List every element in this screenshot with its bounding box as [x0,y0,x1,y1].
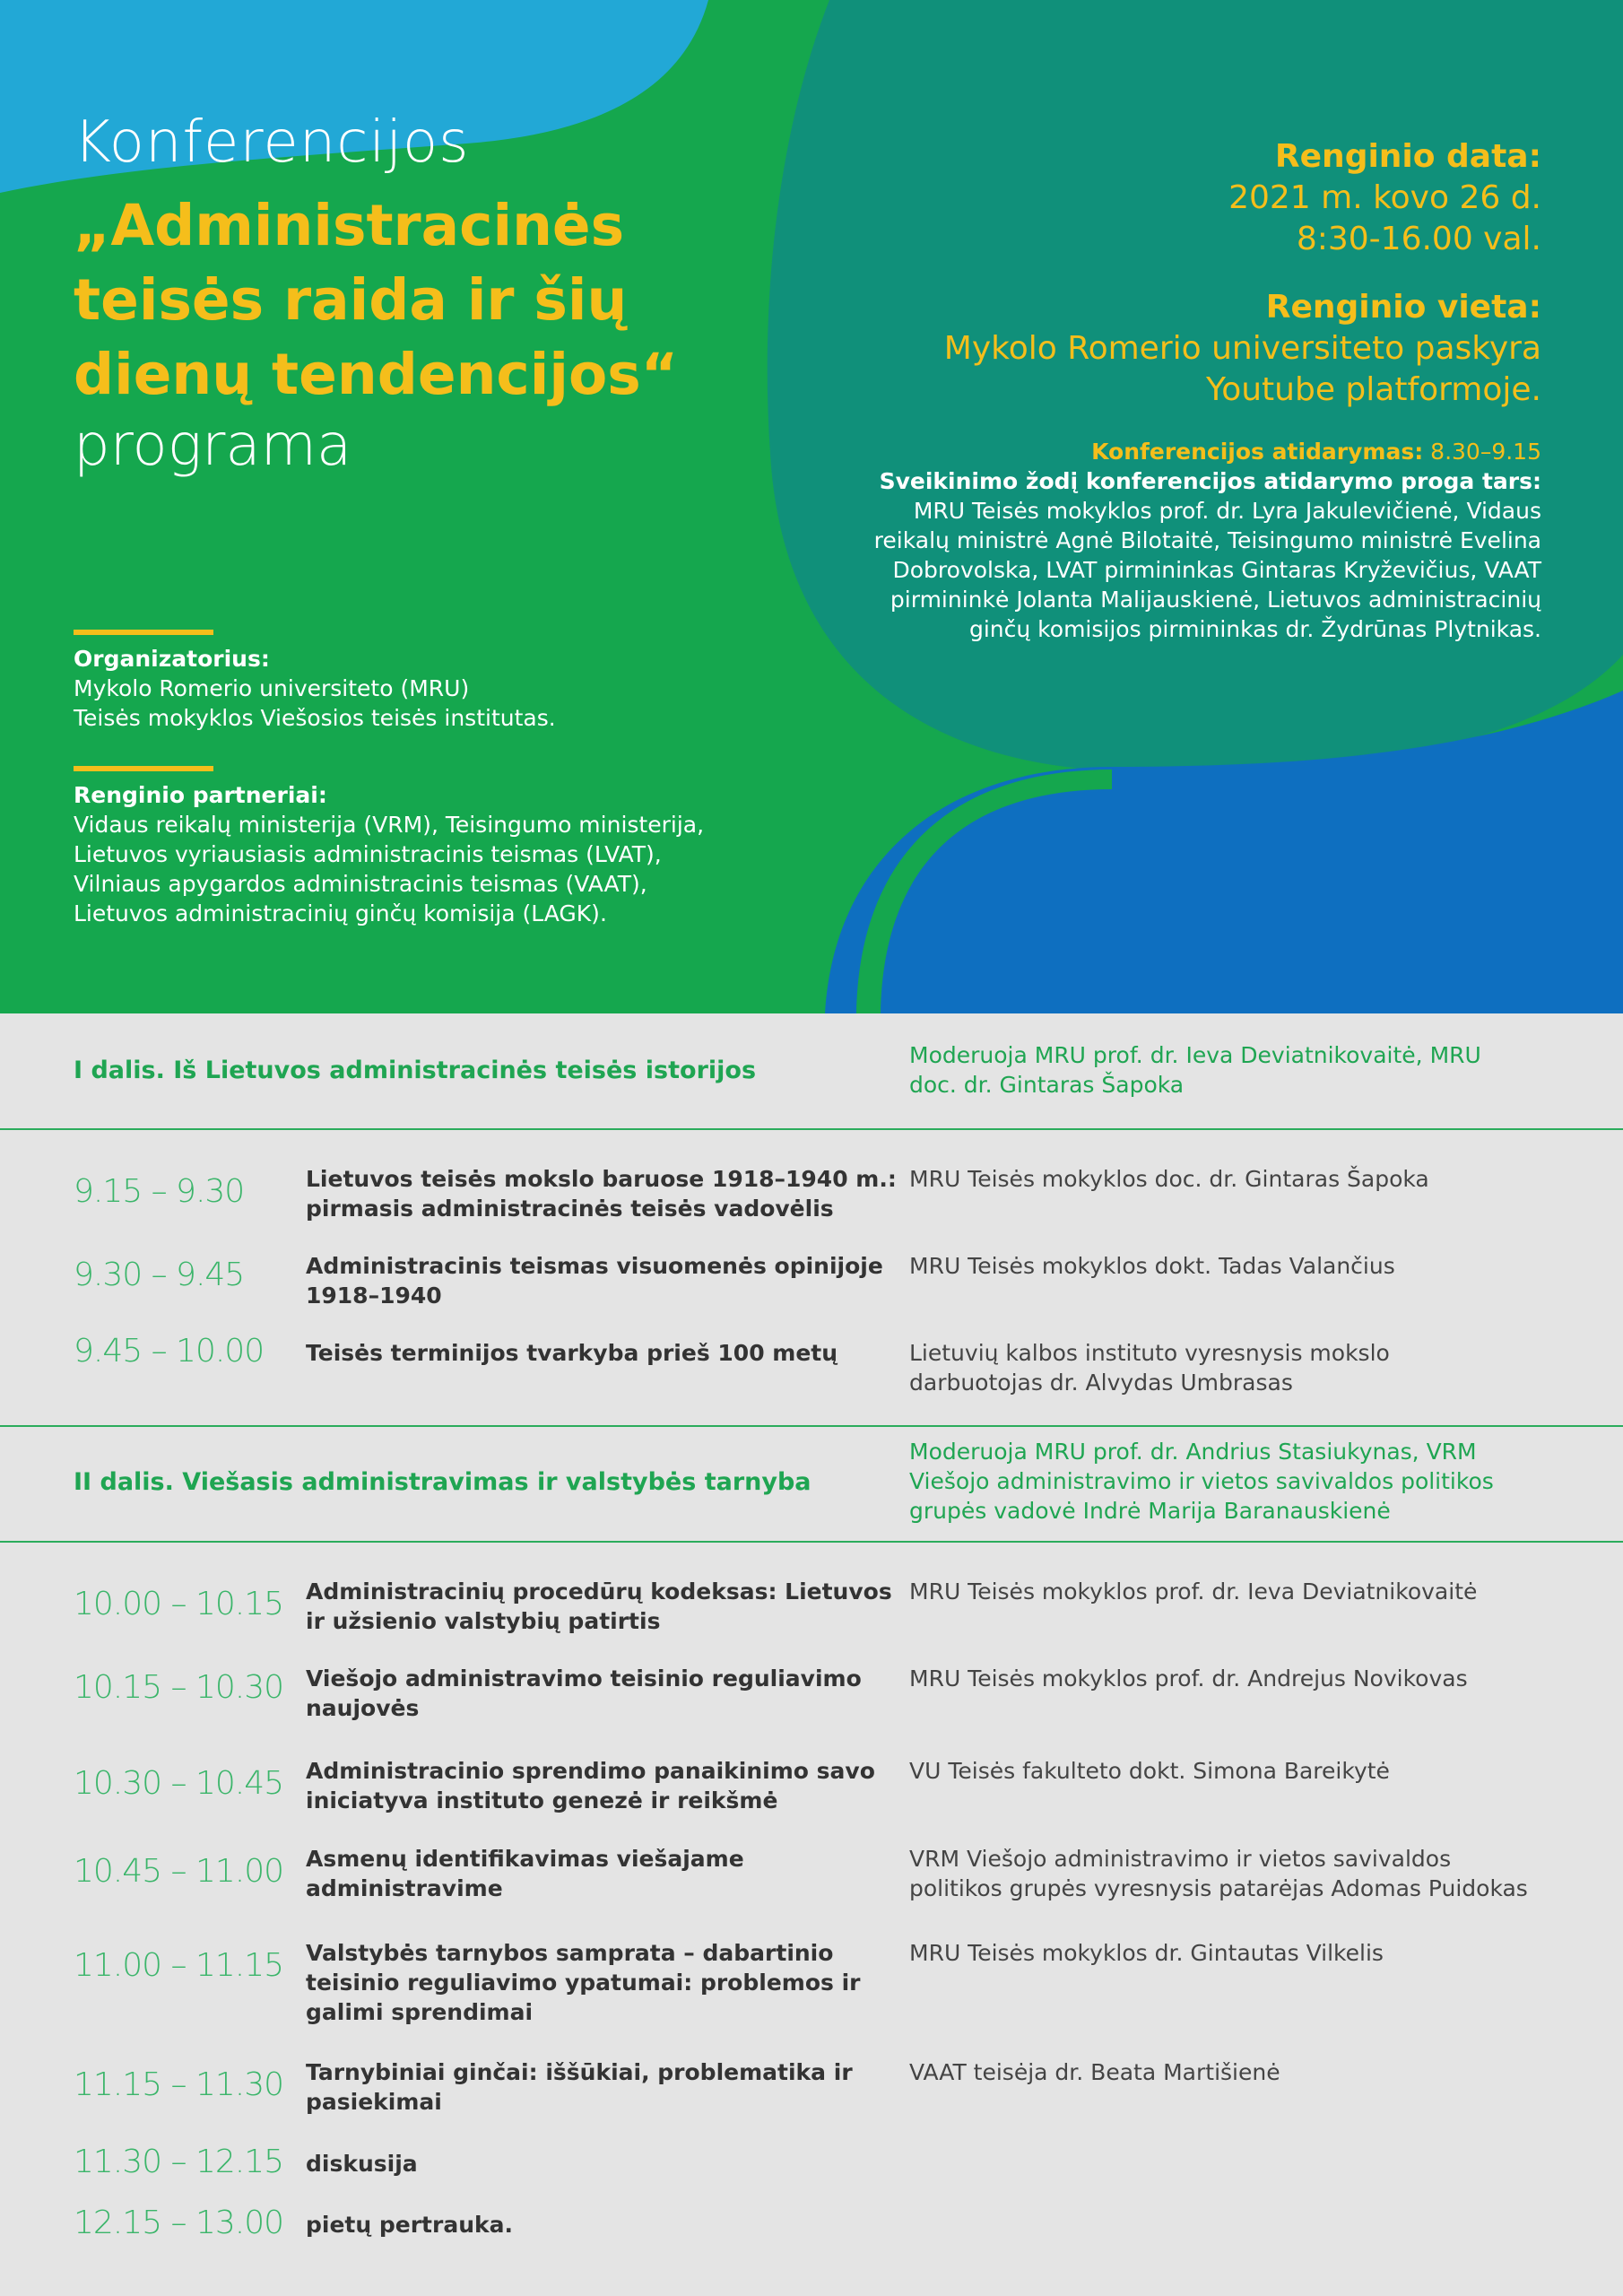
topic-line: galimi sprendimai [306,1999,534,2025]
event-date-block [1228,136,1541,260]
time-value: 8:30-16.00 val. [1296,221,1541,257]
opening-block [874,437,1541,644]
partners-label: Renginio partneriai: [74,782,327,808]
speaker-line: politikos grupės vyresnysis patarėjas Adomas Puidokas [909,1875,1528,1901]
row-topic [306,1338,880,1368]
speaker-line: MRU Teisės mokyklos dr. Gintautas Vilkelis [909,1940,1384,1966]
organizer-label: Organizatorius: [74,646,270,672]
speaker-line: Lietuvių kalbos instituto vyresnysis mokslo [909,1340,1390,1366]
organizer-divider [74,630,213,635]
speaker-line: VAAT teisėja dr. Beata Martišienė [909,2059,1280,2085]
title-line: „Administracinės [74,193,625,258]
row-topic [306,1251,883,1310]
row-topic [306,1577,892,1636]
greeting-label: Sveikinimo žodį konferencijos atidarymo proga tars: [879,468,1541,494]
section-divider [0,1425,1623,1427]
row-topic [306,2057,880,2117]
topic-line: administravime [306,1875,503,1901]
partners-line: Lietuvos administracinių ginčų komisija (LAGK). [74,900,607,926]
section-divider [0,1128,1623,1130]
section-title: I dalis. Iš Lietuvos administracinės teisės istorijos [74,1057,757,1084]
topic-line: Administracinio sprendimo panaikinimo savo [306,1758,875,1784]
topic-line: Lietuvos teisės mokslo baruose 1918–1940 m.: [306,1166,897,1192]
topic-line: pasiekimai [306,2089,442,2115]
row-topic [306,2149,880,2179]
topic-line: Valstybės tarnybos samprata – dabartinio [306,1940,834,1966]
row-topic [306,1664,880,1723]
partners-block [74,780,791,928]
topic-line: ir užsienio valstybių patirtis [306,1608,661,1634]
moderator-line: Viešojo administravimo ir vietos savivaldos politikos [909,1468,1494,1494]
speaker-line: darbuotojas dr. Alvydas Umbrasas [909,1370,1293,1396]
speaker-line: MRU Teisės mokyklos prof. dr. Ieva Deviatnikovaitė [909,1578,1478,1605]
topic-line: Tarnybiniai ginčai: iššūkiai, problematika ir [306,2059,853,2085]
venue-line: Youtube platformoje. [1205,371,1541,408]
conference-title [74,188,719,412]
title-prefix: Konferencijos [74,109,470,176]
row-time: 10.45 – 11.00 [74,1853,284,1890]
speaker-line: MRU Teisės mokyklos prof. dr. Andrejus Novikovas [909,1665,1468,1692]
topic-line: Administracinių procedūrų kodeksas: Lietuvos [306,1578,892,1605]
topic-line: teisinio reguliavimo ypatumai: problemos ir [306,1970,861,1996]
topic-line: pietų pertrauka. [306,2212,513,2238]
row-time: 9.45 – 10.00 [74,1333,265,1370]
row-speaker [909,1338,1390,1397]
row-time: 11.15 – 11.30 [74,2066,284,2103]
topic-line: naujovės [306,1695,420,1721]
date-label: Renginio data: [1274,138,1541,175]
opening-time: 8.30–9.15 [1423,439,1541,465]
greeting-line: pirmininkė Jolanta Malijauskienė, Lietuvos administracinių [890,587,1541,613]
topic-line: Administracinis teismas visuomenės opinijoje [306,1253,883,1279]
row-topic [306,1756,880,1815]
section-divider [0,1541,1623,1543]
row-speaker [909,1938,1384,1968]
header-banner [0,0,1623,1013]
opening-line [874,437,1541,466]
partners-divider [74,766,213,771]
speaker-line: MRU Teisės mokyklos doc. dr. Gintaras Šapoka [909,1166,1429,1192]
venue-line: Mykolo Romerio universiteto paskyra [943,330,1541,367]
organizer-block [74,644,791,733]
row-time: 10.30 – 10.45 [74,1765,284,1802]
section-moderator [909,1437,1494,1526]
row-speaker [909,1164,1429,1194]
title-suffix: programa [74,413,352,479]
topic-line: diskusija [306,2151,418,2177]
row-speaker [909,1664,1468,1693]
speaker-line: MRU Teisės mokyklos dokt. Tadas Valančius [909,1253,1395,1279]
topic-line: Teisės terminijos tvarkyba prieš 100 metų [306,1340,838,1366]
title-line: dienų tendencijos“ [74,342,679,407]
row-speaker [909,1844,1528,1903]
greeting-line: ginčų komisijos pirmininkas dr. Žydrūnas Plytnikas. [968,616,1541,642]
date-value: 2021 m. kovo 26 d. [1228,179,1541,216]
topic-line: Asmenų identifikavimas viešajame [306,1846,744,1872]
opening-label: Konferencijos atidarymas: [1091,439,1424,465]
speaker-line: VRM Viešojo administravimo ir vietos savivaldos [909,1846,1452,1872]
row-topic [306,1164,897,1223]
venue-label: Renginio vieta: [1265,289,1541,326]
greeting-line: Dobrovolska, LVAT pirmininkas Gintaras Kryževičius, VAAT [892,557,1541,583]
row-topic [306,1844,880,1903]
speaker-line: VU Teisės fakulteto dokt. Simona Bareikytė [909,1758,1390,1784]
row-speaker [909,1251,1395,1281]
row-time: 9.30 – 9.45 [74,1257,245,1293]
row-time: 12.15 – 13.00 [74,2205,284,2241]
row-time: 9.15 – 9.30 [74,1173,245,1210]
row-topic [306,2210,880,2239]
moderator-line: doc. dr. Gintaras Šapoka [909,1072,1185,1098]
partners-line: Vidaus reikalų ministerija (VRM), Teisingumo ministerija, [74,812,705,838]
row-topic [306,1938,880,2027]
row-speaker [909,1577,1477,1606]
row-speaker [909,1756,1390,1786]
greeting-line: reikalų ministrė Agnė Bilotaitė, Teisingumo ministrė Evelina [873,527,1541,553]
topic-line: Viešojo administravimo teisinio reguliavimo [306,1665,862,1692]
partners-line: Vilniaus apygardos administracinis teismas (VAAT), [74,871,647,897]
row-speaker [909,2057,1280,2087]
topic-line: pirmasis administracinės teisės vadovėlis [306,1196,834,1222]
row-time: 10.15 – 10.30 [74,1669,284,1706]
moderator-line: Moderuoja MRU prof. dr. Ieva Deviatnikovaitė, MRU [909,1042,1481,1068]
section-title: II dalis. Viešasis administravimas ir valstybės tarnyba [74,1468,812,1496]
organizer-line: Teisės mokyklos Viešosios teisės institutas. [74,705,556,731]
row-time: 11.00 – 11.15 [74,1947,284,1984]
greeting-line: MRU Teisės mokyklos prof. dr. Lyra Jakulevičienė, Vidaus [913,498,1541,524]
topic-line: iniciatyva instituto genezė ir reikšmė [306,1787,778,1813]
organizer-line: Mykolo Romerio universiteto (MRU) [74,675,470,701]
row-time: 10.00 – 10.15 [74,1586,284,1622]
moderator-line: Moderuoja MRU prof. dr. Andrius Stasiukynas, VRM [909,1439,1477,1465]
partners-line: Lietuvos vyriausiasis administracinis teismas (LVAT), [74,841,662,867]
title-line: teisės raida ir šių [74,267,628,333]
section-moderator [909,1040,1481,1100]
topic-line: 1918–1940 [306,1283,442,1309]
event-venue-block [944,287,1541,411]
row-time: 11.30 – 12.15 [74,2144,284,2180]
moderator-line: grupės vadovė Indrė Marija Baranauskienė [909,1498,1391,1524]
